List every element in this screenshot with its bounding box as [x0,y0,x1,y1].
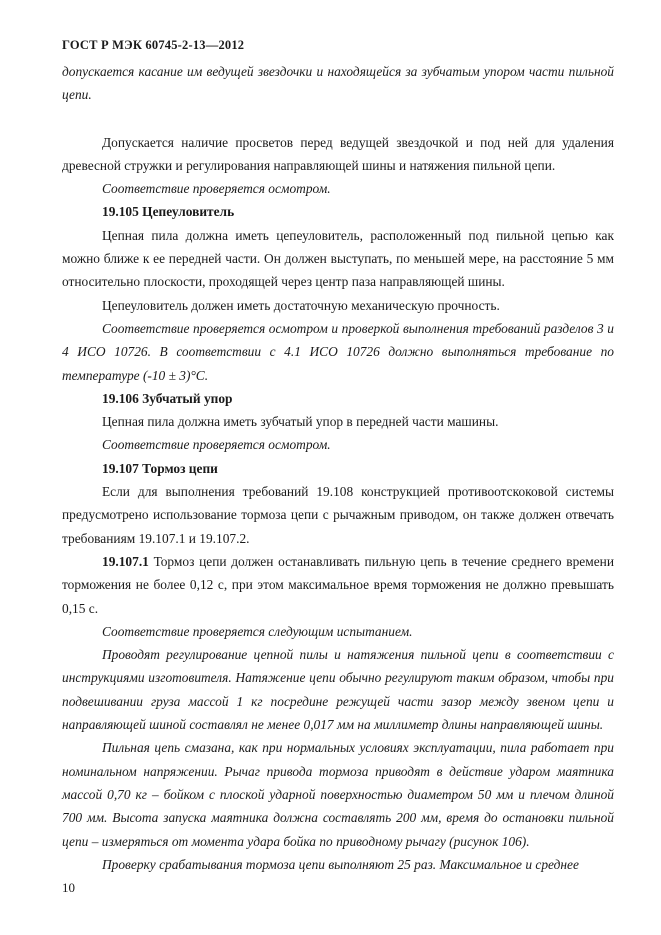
compliance-note: Соответствие проверяется осмотром. [102,437,331,453]
subsection-number: 19.107.1 [102,553,149,569]
test-procedure-paragraph: Проводят регулирование цепной пилы и натяжения пильной цепи в соответствии с инструкциями изготовителя. Натяжение цепи обычно регулируют таким образом, чтобы при подвешивании груза массой 1 кг посредине режущей части зазор между звеном цепи и направляющей шиной составлял не менее 0,017 мм на миллиметр длины направляющей шины. [62,647,614,733]
compliance-note: Соответствие проверяется осмотром и проверкой выполнения требований разделов 3 и 4 ИСО 10726. В соответствии с 4.1 ИСО 10726 должно выполняться требование по температуре (-10 ± 3)°С. [62,320,614,383]
paragraph: Если для выполнения требований 19.108 конструкцией противоотскоковой системы предусмотрено использование тормоза цепи с рычажным приводом, он также должен отвечать требованиям 19.107.1 и 19.107.2. [62,484,614,546]
paragraph: Цепеуловитель должен иметь достаточную механическую прочность. [102,297,500,313]
paragraph-19-107-1 [62,550,614,620]
paragraph: Допускается наличие просветов перед ведущей звездочкой и под ней для удаления древесной стружки и регулирования направляющей шины и натяжения пильной цепи. [62,134,614,173]
paragraph: Цепная пила должна иметь зубчатый упор в передней части машины. [102,414,499,430]
document-body [62,60,614,876]
document-header: ГОСТ Р МЭК 60745-2-13—2012 [62,38,245,52]
section-heading-19-105: 19.105 Цепеуловитель [102,204,235,220]
test-procedure-paragraph: Проверку срабатывания тормоза цепи выполняют 25 раз. Максимальное и среднее [102,856,579,872]
section-heading-19-106: 19.106 Зубчатый упор [102,390,233,406]
paragraph: Цепная пила должна иметь цепеуловитель, расположенный под пильной цепью как можно ближе к ее передней части. Он должен выступать, по меньшей мере, на расстояние 5 мм относительно плоскости, проходящей через центр паза направляющей шины. [62,227,614,290]
section-heading-19-107: 19.107 Тормоз цепи [102,460,218,476]
compliance-note: Соответствие проверяется следующим испытанием. [102,623,413,639]
compliance-note: Соответствие проверяется осмотром. [102,181,331,197]
paragraph-continuation: допускается касание им ведущей звездочки и находящейся за зубчатым упором части пильной цепи. [62,64,614,103]
paragraph-text: Тормоз цепи должен останавливать пильную цепь в течение среднего времени торможения не более 0,12 с, при этом максимальное время торможения не должно превышать 0,15 с. [62,553,614,616]
page-number: 10 [62,880,75,895]
paragraph-gap [62,107,614,131]
test-procedure-paragraph: Пильная цепь смазана, как при нормальных условиях эксплуатации, пила работает при номинальном напряжении. Рычаг привода тормоза приводят в действие ударом маятника массой 0,70 кг – бойком с плоской ударной поверхностью диаметром 50 мм и плечом длиной 700 мм. Высота запуска маятника должна составлять 200 мм, время до остановки пильной цепи – измеряться от момента удара бойка по приводному рычагу (рисунок 106). [62,740,614,849]
